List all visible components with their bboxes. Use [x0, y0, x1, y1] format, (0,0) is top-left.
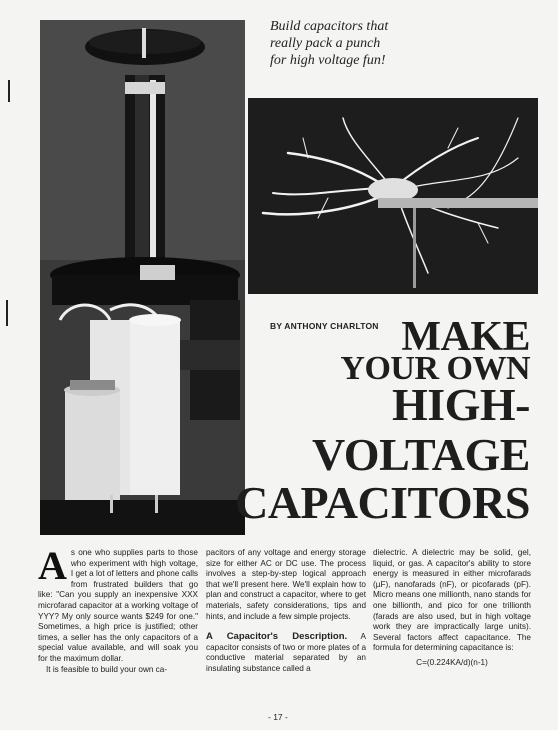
tagline-line: really pack a punch — [270, 36, 381, 51]
paragraph: A capacitor consists of two or more plates of a conductive material separated by an insulating substance called a — [206, 632, 366, 673]
tagline-line: Build capacitors that — [270, 19, 389, 34]
page-number: - 17 - — [268, 712, 288, 722]
article-column-1 — [38, 543, 198, 675]
capacitance-formula: C=(0.224KA/d)(n-1) — [416, 657, 488, 667]
article-column-3 — [373, 548, 531, 669]
paragraph: dielectric. A dielectric may be solid, gel, liquid, or gas. A capacitor's ability to store energy is measured in either microfarads (µF), nanofarads (nF), or picofarads (pF). Micro means one millionth, nano stands for one billionth, and pico for one trillionth (farads are also used, but in high voltage work they are impractically large units). Several factors affect capacitance. The formula for determining capacitance is: — [373, 548, 531, 653]
headline-line: HIGH- — [391, 379, 530, 430]
paragraph: pacitors of any voltage and energy storage size for either AC or DC use. The process involves a step-by-step logical approach that we'll present here. We'll explain how to plan and construct a capacitor, where to get materials, safety considerations, tips and hints, and include a few simple projects. — [206, 548, 366, 621]
headline-line: MAKE — [401, 314, 530, 360]
section-heading: A Capacitor's Description. — [206, 631, 348, 643]
scan-mark — [6, 300, 8, 326]
scan-mark — [8, 80, 10, 102]
drop-cap: A — [38, 543, 67, 588]
headline-line: VOLTAGE — [312, 429, 530, 480]
paragraph: It is feasible to build your own ca- — [46, 664, 168, 674]
spark-discharge-photo — [248, 98, 538, 294]
headline-line: YOUR OWN — [340, 350, 530, 387]
tesla-coil-photo — [40, 20, 245, 535]
tagline — [270, 18, 470, 69]
byline: BY ANTHONY CHARLTON — [270, 321, 379, 331]
article-column-2 — [206, 548, 366, 675]
paragraph: s one who supplies parts to those who experiment with high voltage, I get a lot of letters and phone calls from frustrated builders that go like: "Can you supply an inexpensive XXX microfarad capacitor at a working voltage of YYY? My only source wants $249 for one." Sometimes, a high price is justified; other times, a seller has the only capacitors of a special value available, and will soak you for the maximum dollar. — [38, 548, 198, 663]
headline-line: CAPACITORS — [235, 477, 530, 528]
tagline-line: for high voltage fun! — [270, 53, 386, 68]
